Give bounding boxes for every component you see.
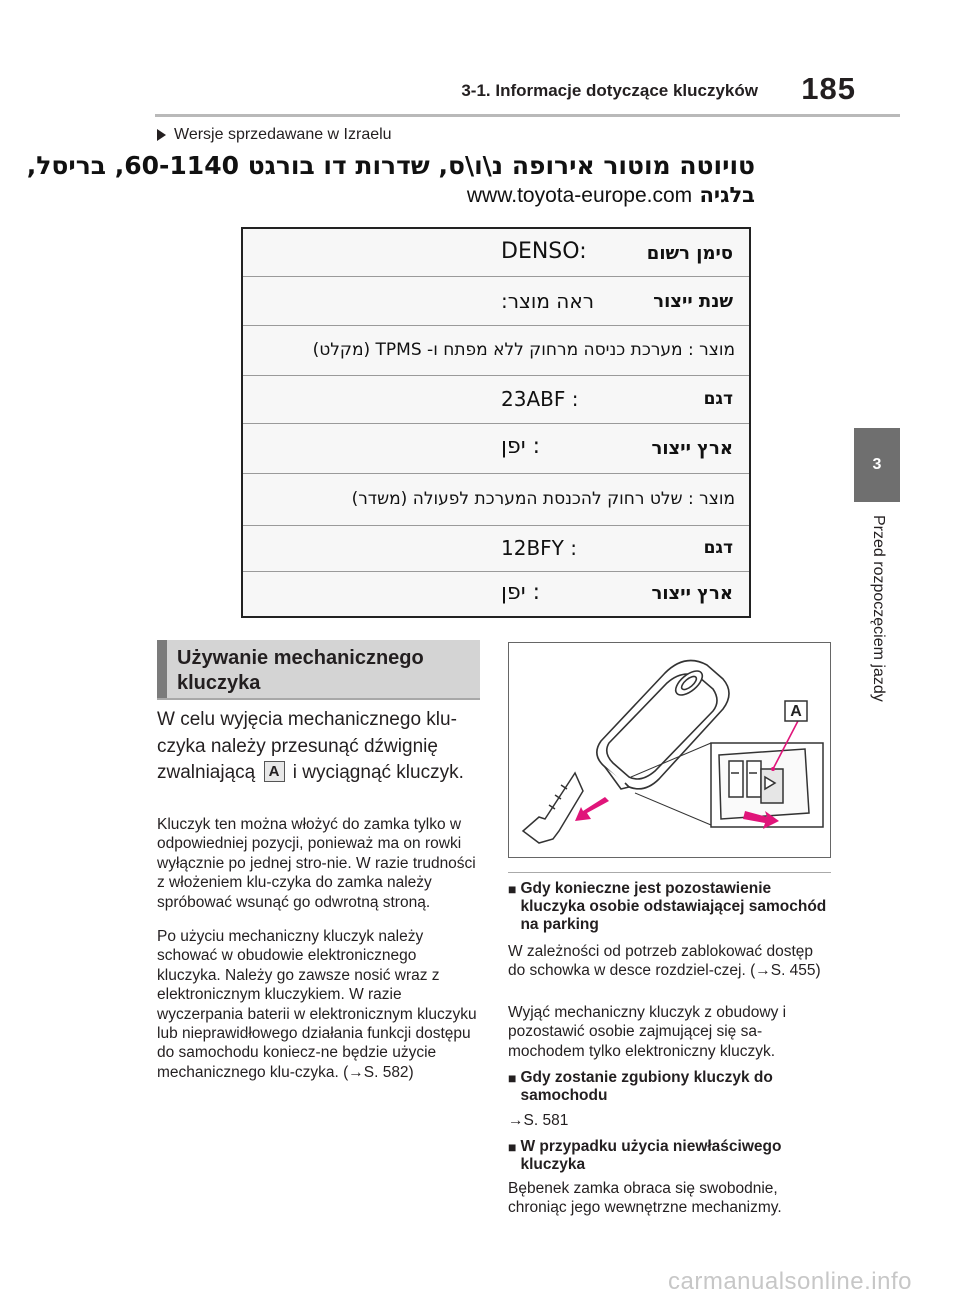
callout-badge: A [264,761,285,782]
label-row-full: מוצר : מערכת כניסה מרחוק ללא מפתח ו- TPMS (מקלט) [312,340,735,360]
label-row-key: דגם [703,538,733,558]
label-row-key: שנת ייצור [653,291,733,312]
label-row [243,229,749,277]
label-row-full: מוצר : שלט רחוק להכנסת המערכת לפעולה (משדר) [351,489,735,509]
note-paragraph: W zależności od potrzeb zablokować dostęp do schowka w desce rozdziel-czej. (→S. 455) [508,943,821,980]
label-row-value: DENSO: [501,239,587,264]
note-paragraph: Wyjąć mechaniczny kluczyk z obudowy i pozostawić osobie zajmującej się sa-mochodem tylko elektroniczny kluczyk. [508,1004,787,1060]
label-row-value: יפן : [501,434,541,459]
lead-paragraph [157,707,487,787]
chapter-label-text: Przed rozpoczęciem jazdy [870,515,887,702]
figure-rule [508,872,831,873]
note-heading [508,1069,833,1105]
note-heading [508,1138,833,1174]
label-row [243,277,749,326]
label-row [243,572,749,616]
note-heading-text: Gdy zostanie zgubiony kluczyk do samochodu [520,1069,773,1104]
hebrew-address-line: טויוטה מוטור אירופה נ\ו\ס, שדרות דו בורגט 60-1140, בריסל, [26,151,755,180]
section-heading-rule [157,698,480,700]
watermark: carmanualsonline.info [668,1268,912,1295]
label-row-value: 12BFY : [501,536,577,560]
label-row-key: סימן רשום [646,243,733,264]
lead-text-end: i wyciągnąć kluczyk. [292,762,464,783]
body-paragraph: Po użyciu mechaniczny kluczyk należy schować w obudowie elektronicznego kluczyka. Należy go zawsze nosić wraz z elektronicznym kluczykiem. W razie wyczerpania baterii w elektronicznym kluczyku lub nieprawidłowego działania funkcji dostępu do samochodu koniecz-ne będzie użycie mechanicznego klu-czyka. (→S. 582) [157,928,477,1081]
key-drawing [509,643,830,857]
label-row-value: ראה מוצר: [501,289,595,313]
version-heading [157,126,392,144]
header-divider [155,114,900,117]
pull-arrow-icon [575,797,609,821]
key-fob [597,661,729,790]
square-bullet-icon: ■ [508,881,517,897]
note-paragraph: Bębenek zamka obraca się swobodnie, chroniąc jego wewnętrzne mechanizmy. [508,1180,782,1217]
note-heading-text: Gdy konieczne jest pozostawienie kluczyka osobie odstawiającej samochód na parking [520,880,827,933]
key-illustration [508,642,831,858]
website-url: www.toyota-europe.com [466,184,693,207]
label-row-value: יפן : [501,580,541,605]
label-row-value: 23ABF : [501,387,579,411]
note-heading-text: W przypadku użycia niewłaściwego kluczyka [520,1138,782,1173]
version-title: Wersje sprzedawane w Izraelu [174,126,392,143]
square-bullet-icon: ■ [508,1070,517,1086]
hebrew-country: בלגיה [699,183,755,207]
hebrew-url-line [467,183,755,208]
chapter-label [863,515,889,755]
label-row [243,424,749,474]
label-row [243,326,749,376]
label-row [243,526,749,572]
body-paragraph: Kluczyk ten można włożyć do zamka tylko w odpowiedniej pozycji, ponieważ ma on rowki wyłącznie po jednej stro-nie. W razie trudności z włożeniem klu-czyka do zamka należy spróbować wsunąć go odwrotną stroną. [157,816,476,911]
callout-a-letter: A [790,703,802,720]
lead-text: W celu wyjęcia mechanicznego klu-czyka należy przesunąć dźwignię zwalniającą [157,709,457,783]
label-row-key: ארץ ייצור [651,583,733,604]
label-row-key: ארץ ייצור [651,438,733,459]
mechanical-key-blade [523,773,583,843]
label-row-key: דגם [703,389,733,409]
chapter-tab: 3 [854,428,900,502]
section-title: 3-1. Informacje dotyczące kluczyków [461,81,758,100]
section-heading: Używanie mechanicznego kluczyka [157,640,480,698]
page-number: 185 [801,71,856,106]
note-paragraph: →S. 581 [508,1112,569,1129]
note-heading [508,880,833,934]
certification-label [241,227,751,618]
square-bullet-icon: ■ [508,1139,517,1155]
label-row [243,474,749,526]
triangle-bullet-icon [157,129,166,141]
label-row [243,376,749,424]
